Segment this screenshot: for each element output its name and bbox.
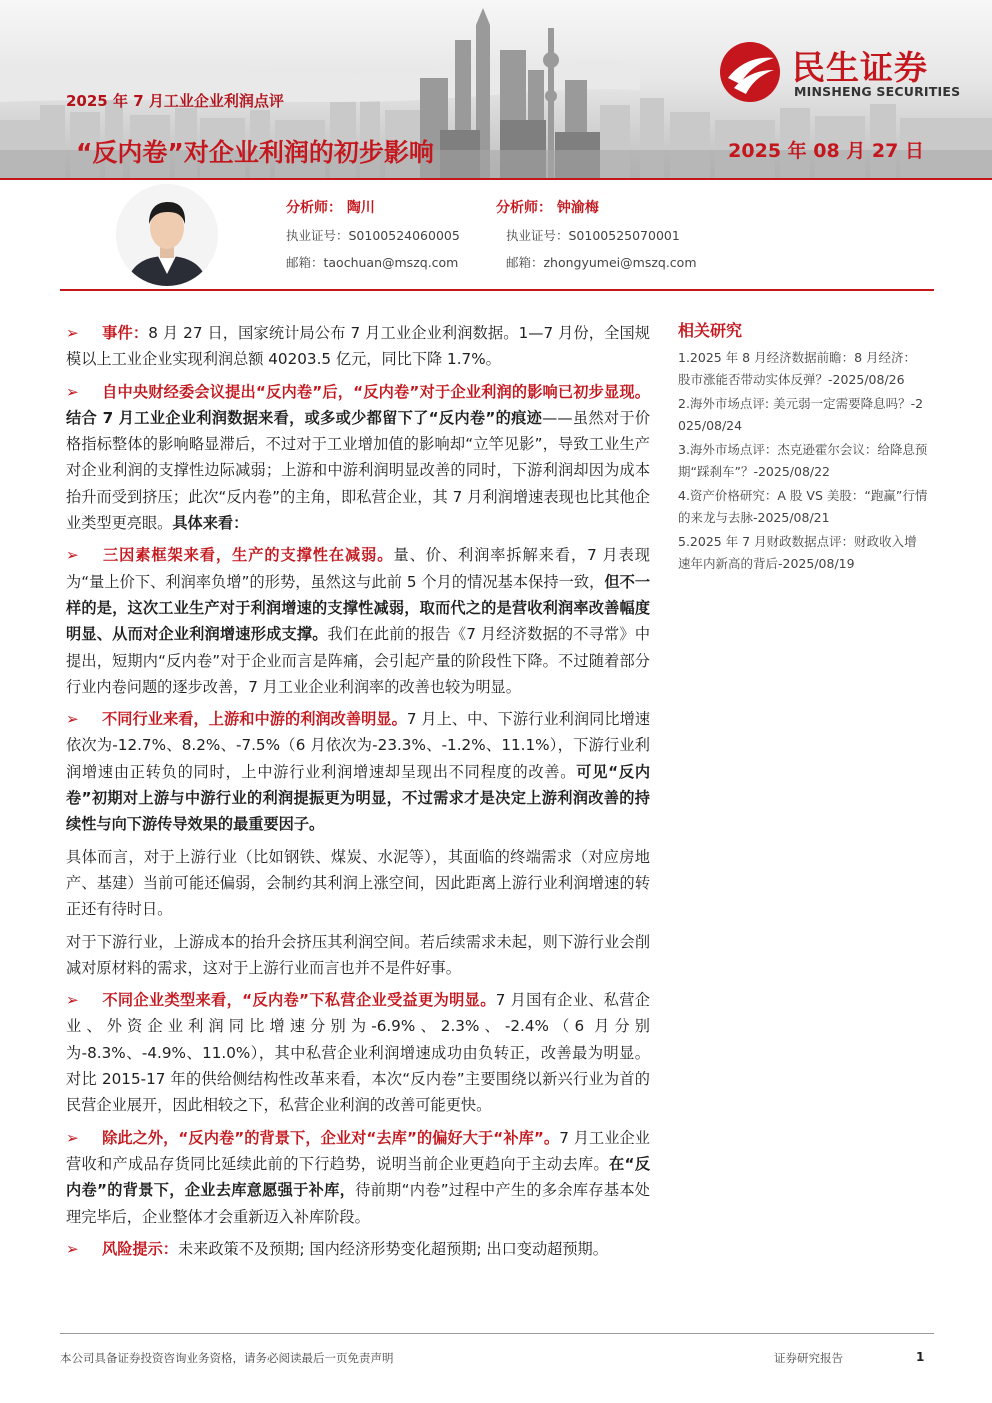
minsheng-logo-icon bbox=[718, 40, 782, 104]
paragraph-text: 7 月上、中、下游行业利润同比增速依次为-12.7%、8.2%、-7.5%（6 月依次为-23.3%、-1.2%、11.1%），下游行业利润增速由正转负的同时，上中游行业利润增速却呈现出不同程度的改善。 bbox=[66, 710, 651, 781]
paragraph-bold: 在“反内卷”的背景下，企业去库意愿强于补库， bbox=[66, 1154, 651, 1200]
paragraph-text: 待前期“内卷”过程中产生的多余库存基本处理完毕后，企业整体才会重新迈入补库阶段。 bbox=[66, 1181, 650, 1226]
related-research-item[interactable]: 5.2025 年 7 月财政数据点评：财政收入增速年内新高的背后-2025/08/19 bbox=[678, 534, 917, 571]
paragraph-text: 量、价、利润率拆解来看，7 月表现为“量上价下、利润率负增”的形势，虽然这与此前 5 个月的情况基本保持一致， bbox=[66, 546, 650, 591]
bullet-arrow-icon: ➢ bbox=[66, 382, 79, 401]
footer-disclaimer: 本公司具备证券投资咨询业务资格，请务必阅读最后一页免责声明 bbox=[60, 1351, 394, 1365]
paragraph-text: 7 月工业企业营收和产成品存货同比延续此前的下行趋势，说明当前企业更趋向于主动去库。 bbox=[66, 1128, 650, 1173]
analyst-card-1 bbox=[286, 197, 460, 280]
report-date: 2025 年 08 月 27 日 bbox=[728, 140, 924, 162]
analyst-avatar bbox=[116, 184, 218, 286]
bullet-arrow-icon: ➢ bbox=[66, 1128, 79, 1147]
bullet-arrow-icon: ➢ bbox=[66, 991, 79, 1010]
paragraph-lead: 不同企业类型来看，“反内卷”下私营企业受益更为明显。 bbox=[102, 991, 496, 1010]
paragraph-downstream: 对于下游行业，上游成本的抬升会挤压其利润空间。若后续需求未起，则下游行业会削减对原材料的需求，这对于上游行业而言也并不是件好事。 bbox=[66, 932, 650, 977]
paragraph-lead: 不同行业来看，上游和中游的利润改善明显。 bbox=[102, 710, 407, 729]
paragraph-text: 7 月国有企业、私营企业、外资企业利润同比增速分别为-6.9%、2.3%、-2.4%（6 月分别为-8.3%、-4.9%、11.0%），其中私营企业利润增速成功由负转正，改善最为明显。对比 2015-17 年的供给侧结构性改革来看，本次“反内卷”主要围绕以新兴行业为首的民营企业展开，因此相较之下，私营企业利润的改善可能更快。 bbox=[66, 991, 650, 1115]
bullet-arrow-icon: ➢ bbox=[66, 546, 79, 565]
analyst-cert: 执业证号：S0100524060005 bbox=[286, 228, 460, 243]
related-research-item[interactable]: 3.海外市场点评：杰克逊霍尔会议：给降息预期“踩刹车”？-2025/08/22 bbox=[678, 442, 928, 479]
paragraph-three-factor bbox=[66, 542, 650, 700]
paragraph-lead: 自中央财经委会议提出“反内卷”后，“反内卷”对于企业利润的影响已初步显现。 bbox=[102, 382, 650, 401]
paragraph-upstream: 具体而言，对于上游行业（比如钢铁、煤炭、水泥等），其面临的终端需求（对应房地产、基建）当前可能还偏弱，会制约其利润上涨空间，因此距离上游行业利润增速的转正还有待时日。 bbox=[66, 847, 650, 919]
company-logo bbox=[718, 40, 968, 106]
paragraph-lead: 事件： bbox=[102, 324, 149, 342]
analyst-photo bbox=[116, 184, 218, 286]
analyst-cert: 执业证号：S0100525070001 bbox=[506, 228, 680, 243]
footer-divider bbox=[60, 1333, 934, 1334]
paragraph-text: 未来政策不及预期; 国内经济形势变化超预期; 出口变动超预期。 bbox=[177, 1239, 608, 1258]
report-type: 2025 年 7 月工业企业利润点评 bbox=[66, 92, 284, 110]
bullet-arrow-icon: ➢ bbox=[66, 710, 79, 729]
section-divider bbox=[60, 289, 934, 291]
paragraph-text: ——虽然对于价格指标整体的影响略显滞后，不过对于工业增加值的影响却“立竿见影”，导致工业生产对企业利润的支撑性边际减弱；上游和中游利润明显改善的同时，下游利润却因为成本抬升而受到挤压；此次“反内卷”的主角，即私营企业，其 7 月利润增速表现也比其他企业类型更亮眼。 bbox=[66, 408, 650, 533]
logo-text-cn: 民生证券 bbox=[792, 48, 928, 87]
paragraph-bold: 具体来看： bbox=[172, 514, 249, 533]
report-title: “反内卷”对企业利润的初步影响 bbox=[76, 138, 434, 167]
logo-text-en: MINSHENG SECURITIES bbox=[794, 84, 961, 99]
related-research-item[interactable]: 4.资产价格研究：A 股 VS 美股：“跑赢”行情的来龙与去脉-2025/08/21 bbox=[678, 488, 928, 525]
related-research-item[interactable]: 2.海外市场点评: 美元弱一定需要降息吗？-2025/08/24 bbox=[678, 396, 924, 433]
report-body bbox=[66, 320, 650, 1268]
paragraph-lead: 风险提示： bbox=[102, 1239, 178, 1258]
analyst-email[interactable]: 邮箱：zhongyumei@mszq.com bbox=[506, 255, 697, 270]
paragraph-enterprise-types bbox=[66, 987, 650, 1118]
paragraph-text: 8 月 27 日，国家统计局公布 7 月工业企业利润数据。1—7 月份，全国规模以上工业企业实现利润总额 40203.5 亿元，同比下降 1.7%。 bbox=[66, 324, 650, 369]
analyst-name: 分析师： 钟渝梅 bbox=[496, 200, 599, 216]
paragraph-bold: 可见“反内卷”初期对上游与中游行业的利润提振更为明显，不过需求才是决定上游利润改善的持续性与向下游传导效果的最重要因子。 bbox=[66, 762, 651, 834]
paragraph-bold: 结合 7 月工业企业利润数据来看，或多或少都留下了“反内卷”的痕迹 bbox=[66, 408, 543, 427]
paragraph-lead: 除此之外，“反内卷”的背景下，企业对“去库”的偏好大于“补库”。 bbox=[102, 1128, 560, 1147]
paragraph-industries bbox=[66, 706, 650, 837]
page-number: 1 bbox=[916, 1350, 925, 1364]
paragraph-lead: 三因素框架来看，生产的支撑性在减弱。 bbox=[102, 546, 394, 565]
analyst-card-2 bbox=[496, 197, 697, 280]
paragraph-inventory bbox=[66, 1125, 650, 1230]
related-research-item[interactable]: 1.2025 年 8 月经济数据前瞻：8 月经济：股市涨能否带动实体反弹？-2025/08/26 bbox=[678, 350, 917, 387]
related-research-title: 相关研究 bbox=[678, 321, 743, 340]
analyst-name: 分析师： 陶川 bbox=[286, 200, 375, 216]
bullet-arrow-icon: ➢ bbox=[66, 1239, 79, 1258]
paragraph-bold: 但不一样的是，这次工业生产对于利润增速的支撑性减弱，取而代之的是营收利润率改善幅度明显、从而对企业利润增速形成支撑。 bbox=[66, 572, 651, 644]
paragraph-risk bbox=[66, 1236, 650, 1262]
analyst-email[interactable]: 邮箱：taochuan@mszq.com bbox=[286, 255, 459, 270]
footer-report-label: 证券研究报告 bbox=[774, 1351, 843, 1365]
paragraph-text: 我们在此前的报告《7 月经济数据的不寻常》中提出，短期内“反内卷”对于企业而言是阵痛，会引起产量的阶段性下降。不过随着部分行业内卷问题的逐步改善，7 月工业企业利润率的改善也较为明显。 bbox=[66, 625, 651, 696]
banner-divider bbox=[0, 178, 992, 180]
related-research-sidebar bbox=[678, 318, 928, 577]
paragraph-anti-involution bbox=[66, 379, 650, 537]
paragraph-event bbox=[66, 320, 650, 373]
header-banner bbox=[0, 0, 992, 180]
bullet-arrow-icon: ➢ bbox=[66, 324, 79, 342]
